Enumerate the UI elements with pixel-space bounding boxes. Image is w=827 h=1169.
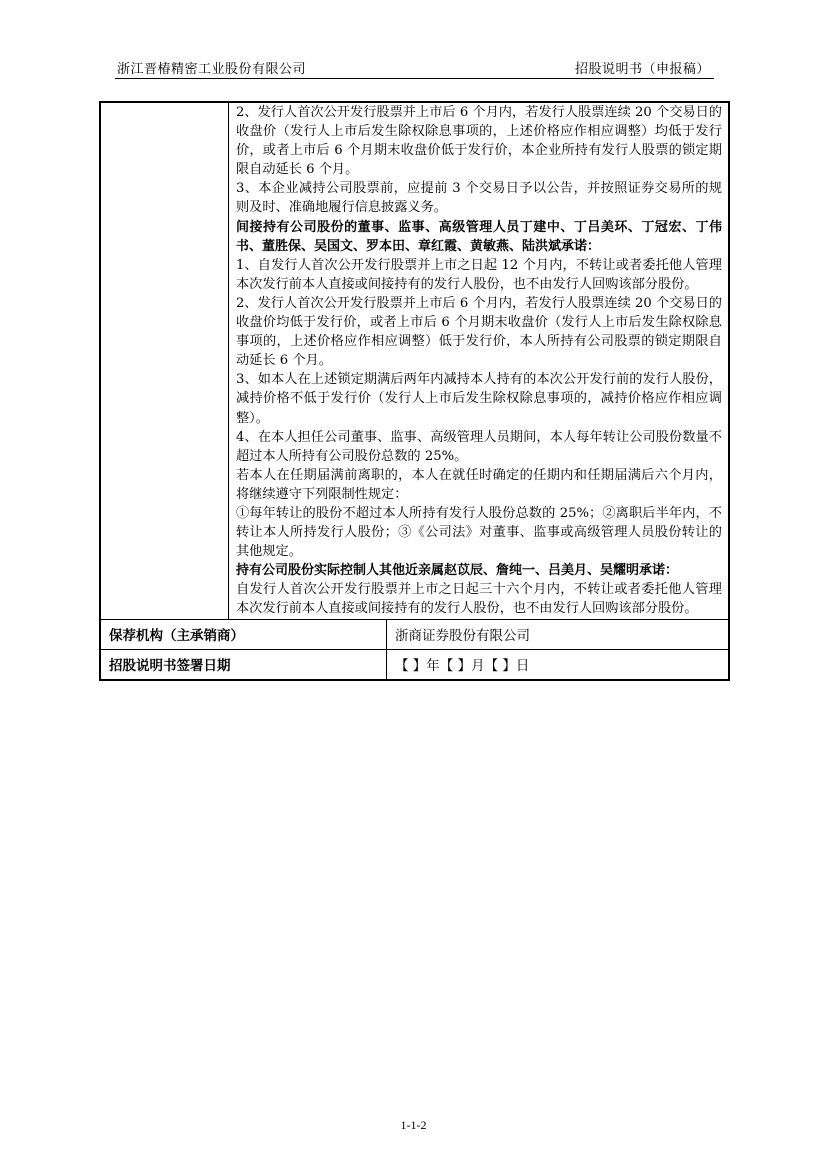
sponsor-value: 浙商证券股份有限公司 [395,628,530,645]
header-company-name: 浙江晋椿精密工业股份有限公司 [117,62,307,77]
commitment-text-cell [229,103,728,619]
sponsor-label: 保荐机构（主承销商） [101,620,387,649]
header-rule [115,78,714,79]
commitment-paragraph: 3、如本人在上述锁定期满后两年内减持本人持有的本次公开发行前的发行人股份，减持价格不低于发行价（发行人上市后发生除权除息事项的，减持价格应作相应调整）。 [236,372,722,426]
info-row-sign-date [101,649,728,679]
page-number: 1-1-2 [400,1118,427,1132]
commitment-label-cell [101,103,229,619]
commitment-row [101,103,728,620]
commitment-paragraph: 2、发行人首次公开发行股票并上市后 6 个月内，若发行人股票连续 20 个交易日的收盘价均低于发行价，或者上市后 6 个月期末收盘价（发行人上市后发生除权除息事项的，上述价格应作相应调整）低于发行价，本人所持有公司股票的锁定期限自动延长 6 个月。 [236,295,722,369]
header-document-title: 招股说明书（申报稿） [574,62,710,77]
commitment-paragraph: 2、发行人首次公开发行股票并上市后 6 个月内，若发行人股票连续 20 个交易日的收盘价（发行人上市后发生除权除息事项的，上述价格应作相应调整）均低于发行价，或者上市后 6 个月期末收盘价低于发行价，本企业所持有发行人股票的锁定期限自动延长 6 个月。 [236,105,722,178]
commitment-paragraph: ①每年转让的股份不超过本人所持有发行人股份总数的 25%；②离职后半年内，不转让本人所持发行人股份；③《公司法》对董事、监事或高级管理人员股份转让的其他规定。 [236,505,722,560]
sign-date-value: 【 】年【 】月【 】日 [395,658,530,675]
commitment-heading: 持有公司股份实际控制人其他近亲属赵苡辰、詹纯一、吕美月、吴耀明承诺： [236,563,679,579]
commitment-paragraph: 4、在本人担任公司董事、监事、高级管理人员期间，本人每年转让公司股份数量不超过本人所持有公司股份总数的 25%。 [236,429,722,464]
commitment-paragraph: 若本人在任期届满前离职的，本人在就任时确定的任期内和任期届满后六个月内，将继续遵守下列限制性规定： [236,467,722,502]
sign-date-label: 招股说明书签署日期 [101,650,387,679]
commitment-paragraph: 自发行人首次公开发行股票并上市之日起三十六个月内，不转让或者委托他人管理本次发行前本人直接或间接持有的发行人股份，也不由发行人回购该部分股份。 [236,582,722,617]
commitment-heading: 间接持有公司股份的董事、监事、高级管理人员丁建中、丁吕美环、丁冠宏、丁伟书、董胜保、吴国文、罗本田、章红霞、黄敏燕、陆洪斌承诺： [236,219,722,254]
commitment-paragraph: 1、自发行人首次公开发行股票并上市之日起 12 个月内，不转让或者委托他人管理本次发行前本人直接或间接持有的发行人股份，也不由发行人回购该部分股份。 [236,257,722,292]
commitment-paragraph: 3、本企业减持公司股票前，应提前 3 个交易日予以公告，并按照证券交易所的规则及时、准确地履行信息披露义务。 [236,181,722,216]
info-row-sponsor [101,620,728,649]
summary-table [99,101,730,681]
